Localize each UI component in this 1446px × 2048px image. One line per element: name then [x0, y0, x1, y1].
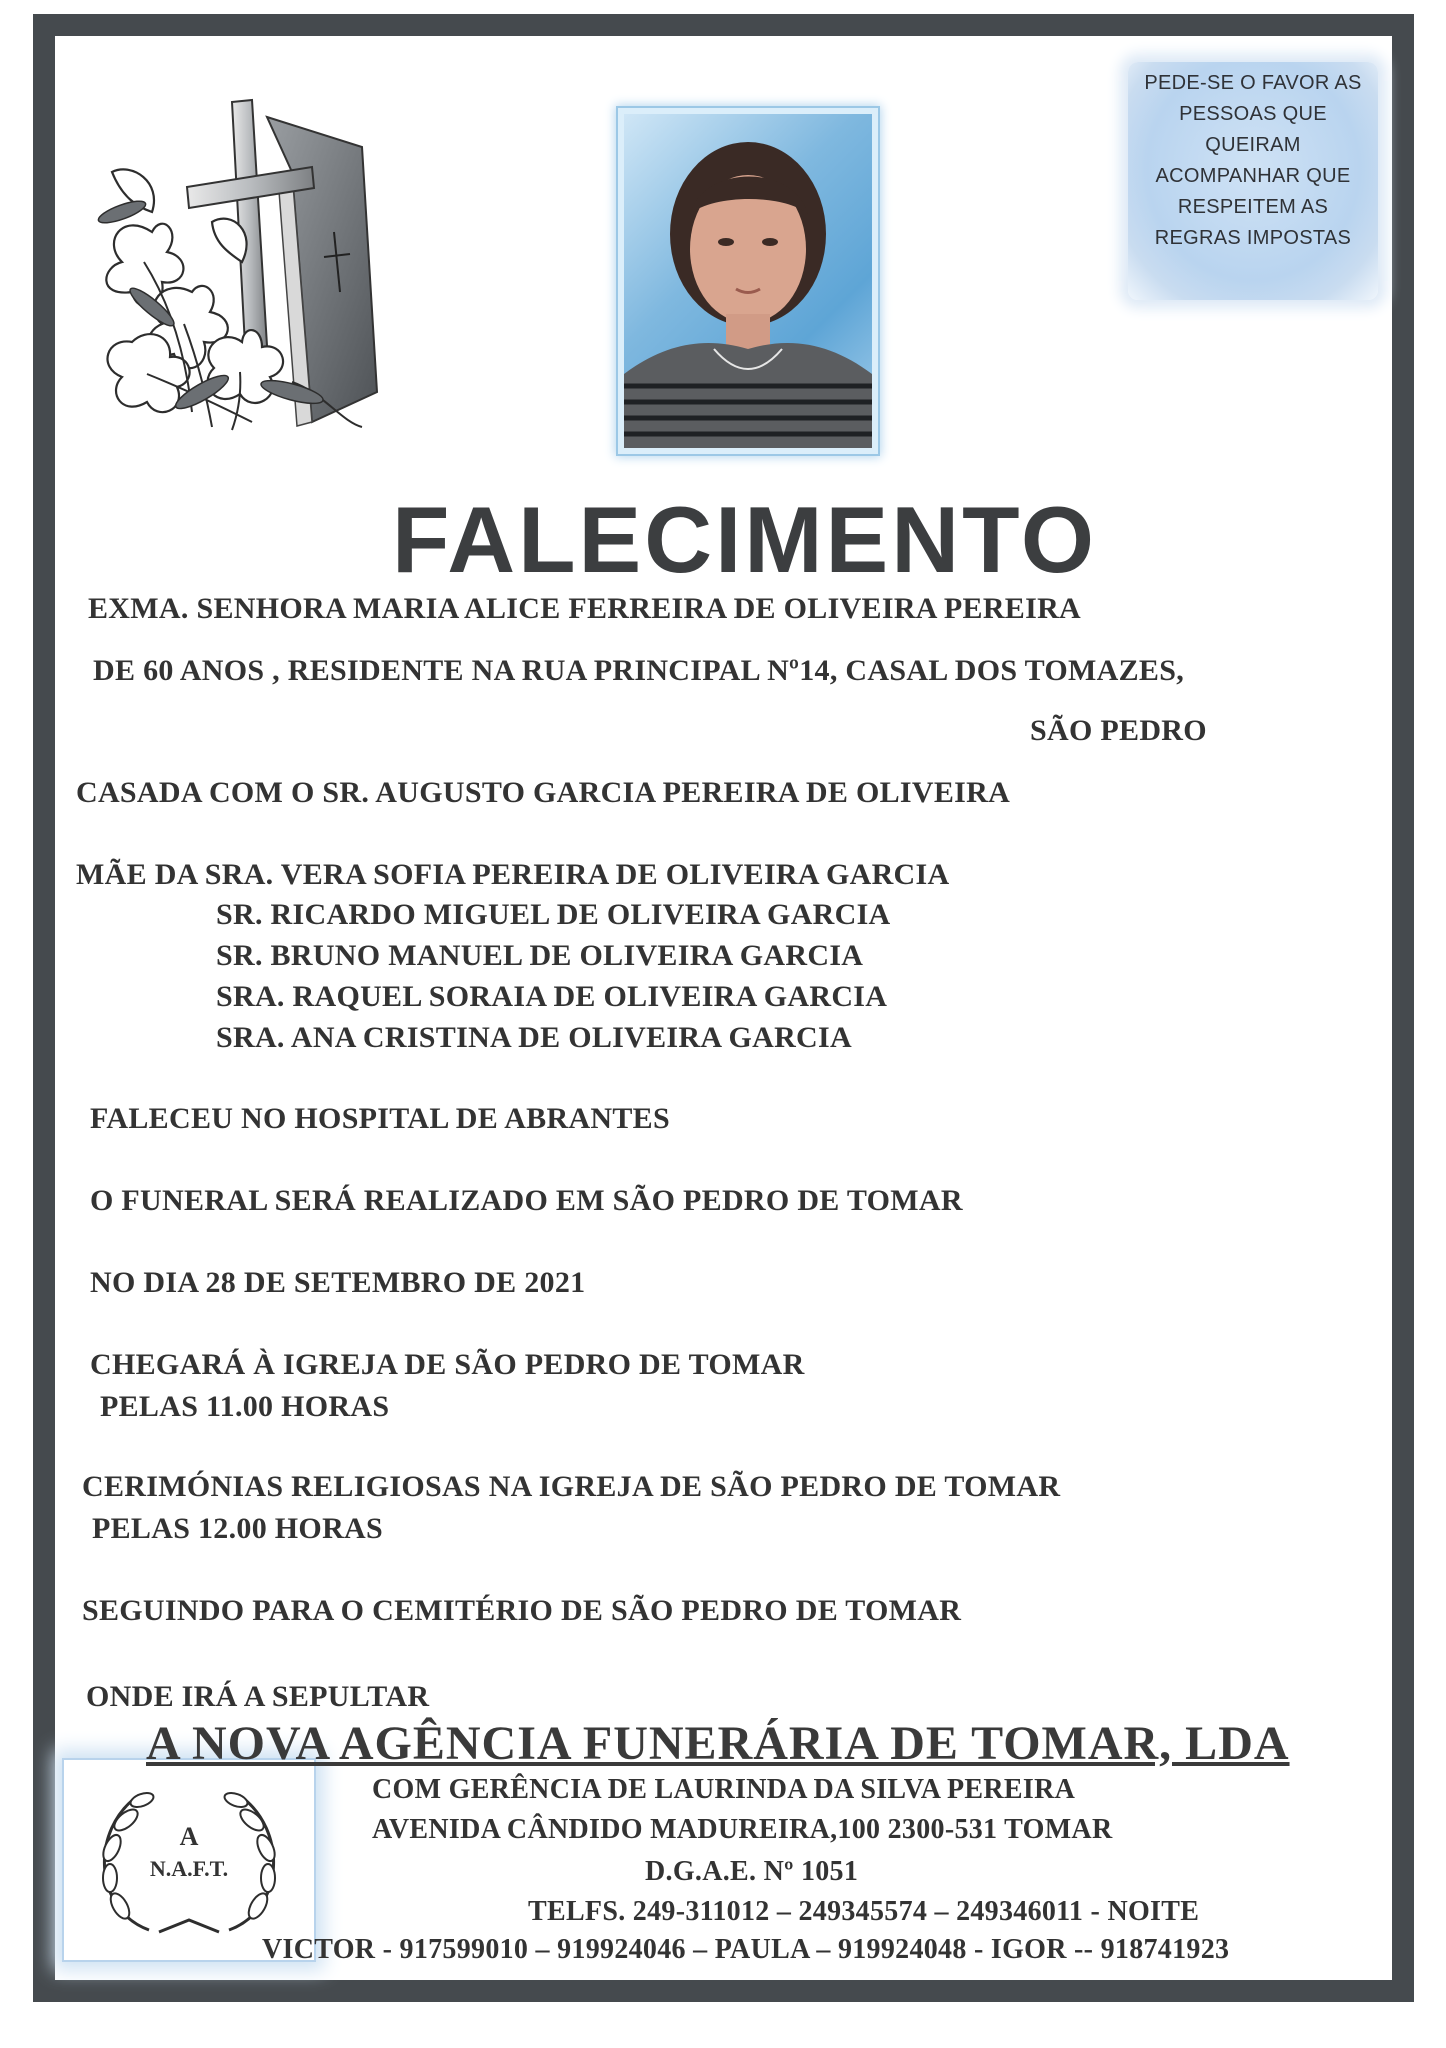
agency-address: AVENIDA CÂNDIDO MADUREIRA,100 2300-531 TOMAR [372, 1814, 1113, 1845]
children-line: SRA. RAQUEL SORAIA DE OLIVEIRA GARCIA [216, 980, 888, 1013]
agency-contacts: VICTOR - 917599010 – 919924046 – PAULA – 919924048 - IGOR -- 918741923 [262, 1934, 1230, 1965]
children-line: SRA. ANA CRISTINA DE OLIVEIRA GARCIA [216, 1021, 852, 1054]
deceased-name: EXMA. SENHORA MARIA ALICE FERREIRA DE OLIVEIRA PEREIRA [88, 592, 1082, 625]
funeral-date: NO DIA 28 DE SETEMBRO DE 2021 [90, 1266, 586, 1299]
notice-line: ACOMPANHAR QUE [1155, 165, 1351, 187]
funeral-place: O FUNERAL SERÁ REALIZADO EM SÃO PEDRO DE TOMAR [90, 1184, 963, 1217]
agency-phones: TELFS. 249-311012 – 249345574 – 249346011 - NOITE [528, 1896, 1200, 1927]
notice-box [1128, 62, 1378, 300]
burial-line: ONDE IRÁ A SEPULTAR [86, 1680, 430, 1713]
notice-line: PEDE-SE O FAVOR AS [1144, 72, 1362, 94]
agency-manager: COM GERÊNCIA DE LAURINDA DA SILVA PEREIRA [372, 1774, 1076, 1805]
page-title: FALECIMENTO [392, 487, 1097, 592]
children-line: SR. BRUNO MANUEL DE OLIVEIRA GARCIA [216, 939, 864, 972]
portrait-photo [618, 108, 878, 454]
ceremony-time: PELAS 12.00 HORAS [92, 1512, 383, 1545]
agency-license: D.G.A.E. Nº 1051 [645, 1856, 859, 1887]
children-line: MÃE DA SRA. VERA SOFIA PEREIRA DE OLIVEIRA GARCIA [76, 858, 950, 891]
agency-logo [62, 1758, 316, 1962]
deceased-age-address: DE 60 ANOS , RESIDENTE NA RUA PRINCIPAL Nº14, CASAL DOS TOMAZES, [93, 654, 1184, 687]
notice-line: REGRAS IMPOSTAS [1154, 227, 1352, 249]
logo-initials: N.A.F.T. [149, 1856, 229, 1881]
cross-lilies-illustration [92, 92, 432, 442]
cemetery-line: SEGUINDO PARA O CEMITÉRIO DE SÃO PEDRO DE TOMAR [82, 1594, 962, 1627]
notice-line: PESSOAS QUE [1179, 103, 1327, 125]
agency-name: A NOVA AGÊNCIA FUNERÁRIA DE TOMAR, LDA [146, 1717, 1290, 1770]
church-arrival: CHEGARÁ À IGREJA DE SÃO PEDRO DE TOMAR [90, 1348, 805, 1381]
notice-line: QUEIRAM [1205, 134, 1301, 156]
church-arrival-time: PELAS 11.00 HORAS [100, 1390, 390, 1423]
spouse-line: CASADA COM O SR. AUGUSTO GARCIA PEREIRA DE OLIVEIRA [76, 776, 1011, 809]
logo-letter: A [179, 1822, 199, 1851]
ceremony: CERIMÓNIAS RELIGIOSAS NA IGREJA DE SÃO PEDRO DE TOMAR [82, 1470, 1061, 1503]
notice-line: RESPEITEM AS [1177, 196, 1329, 218]
deceased-parish: SÃO PEDRO [1030, 714, 1207, 747]
death-place: FALECEU NO HOSPITAL DE ABRANTES [90, 1102, 670, 1135]
children-line: SR. RICARDO MIGUEL DE OLIVEIRA GARCIA [216, 898, 891, 931]
